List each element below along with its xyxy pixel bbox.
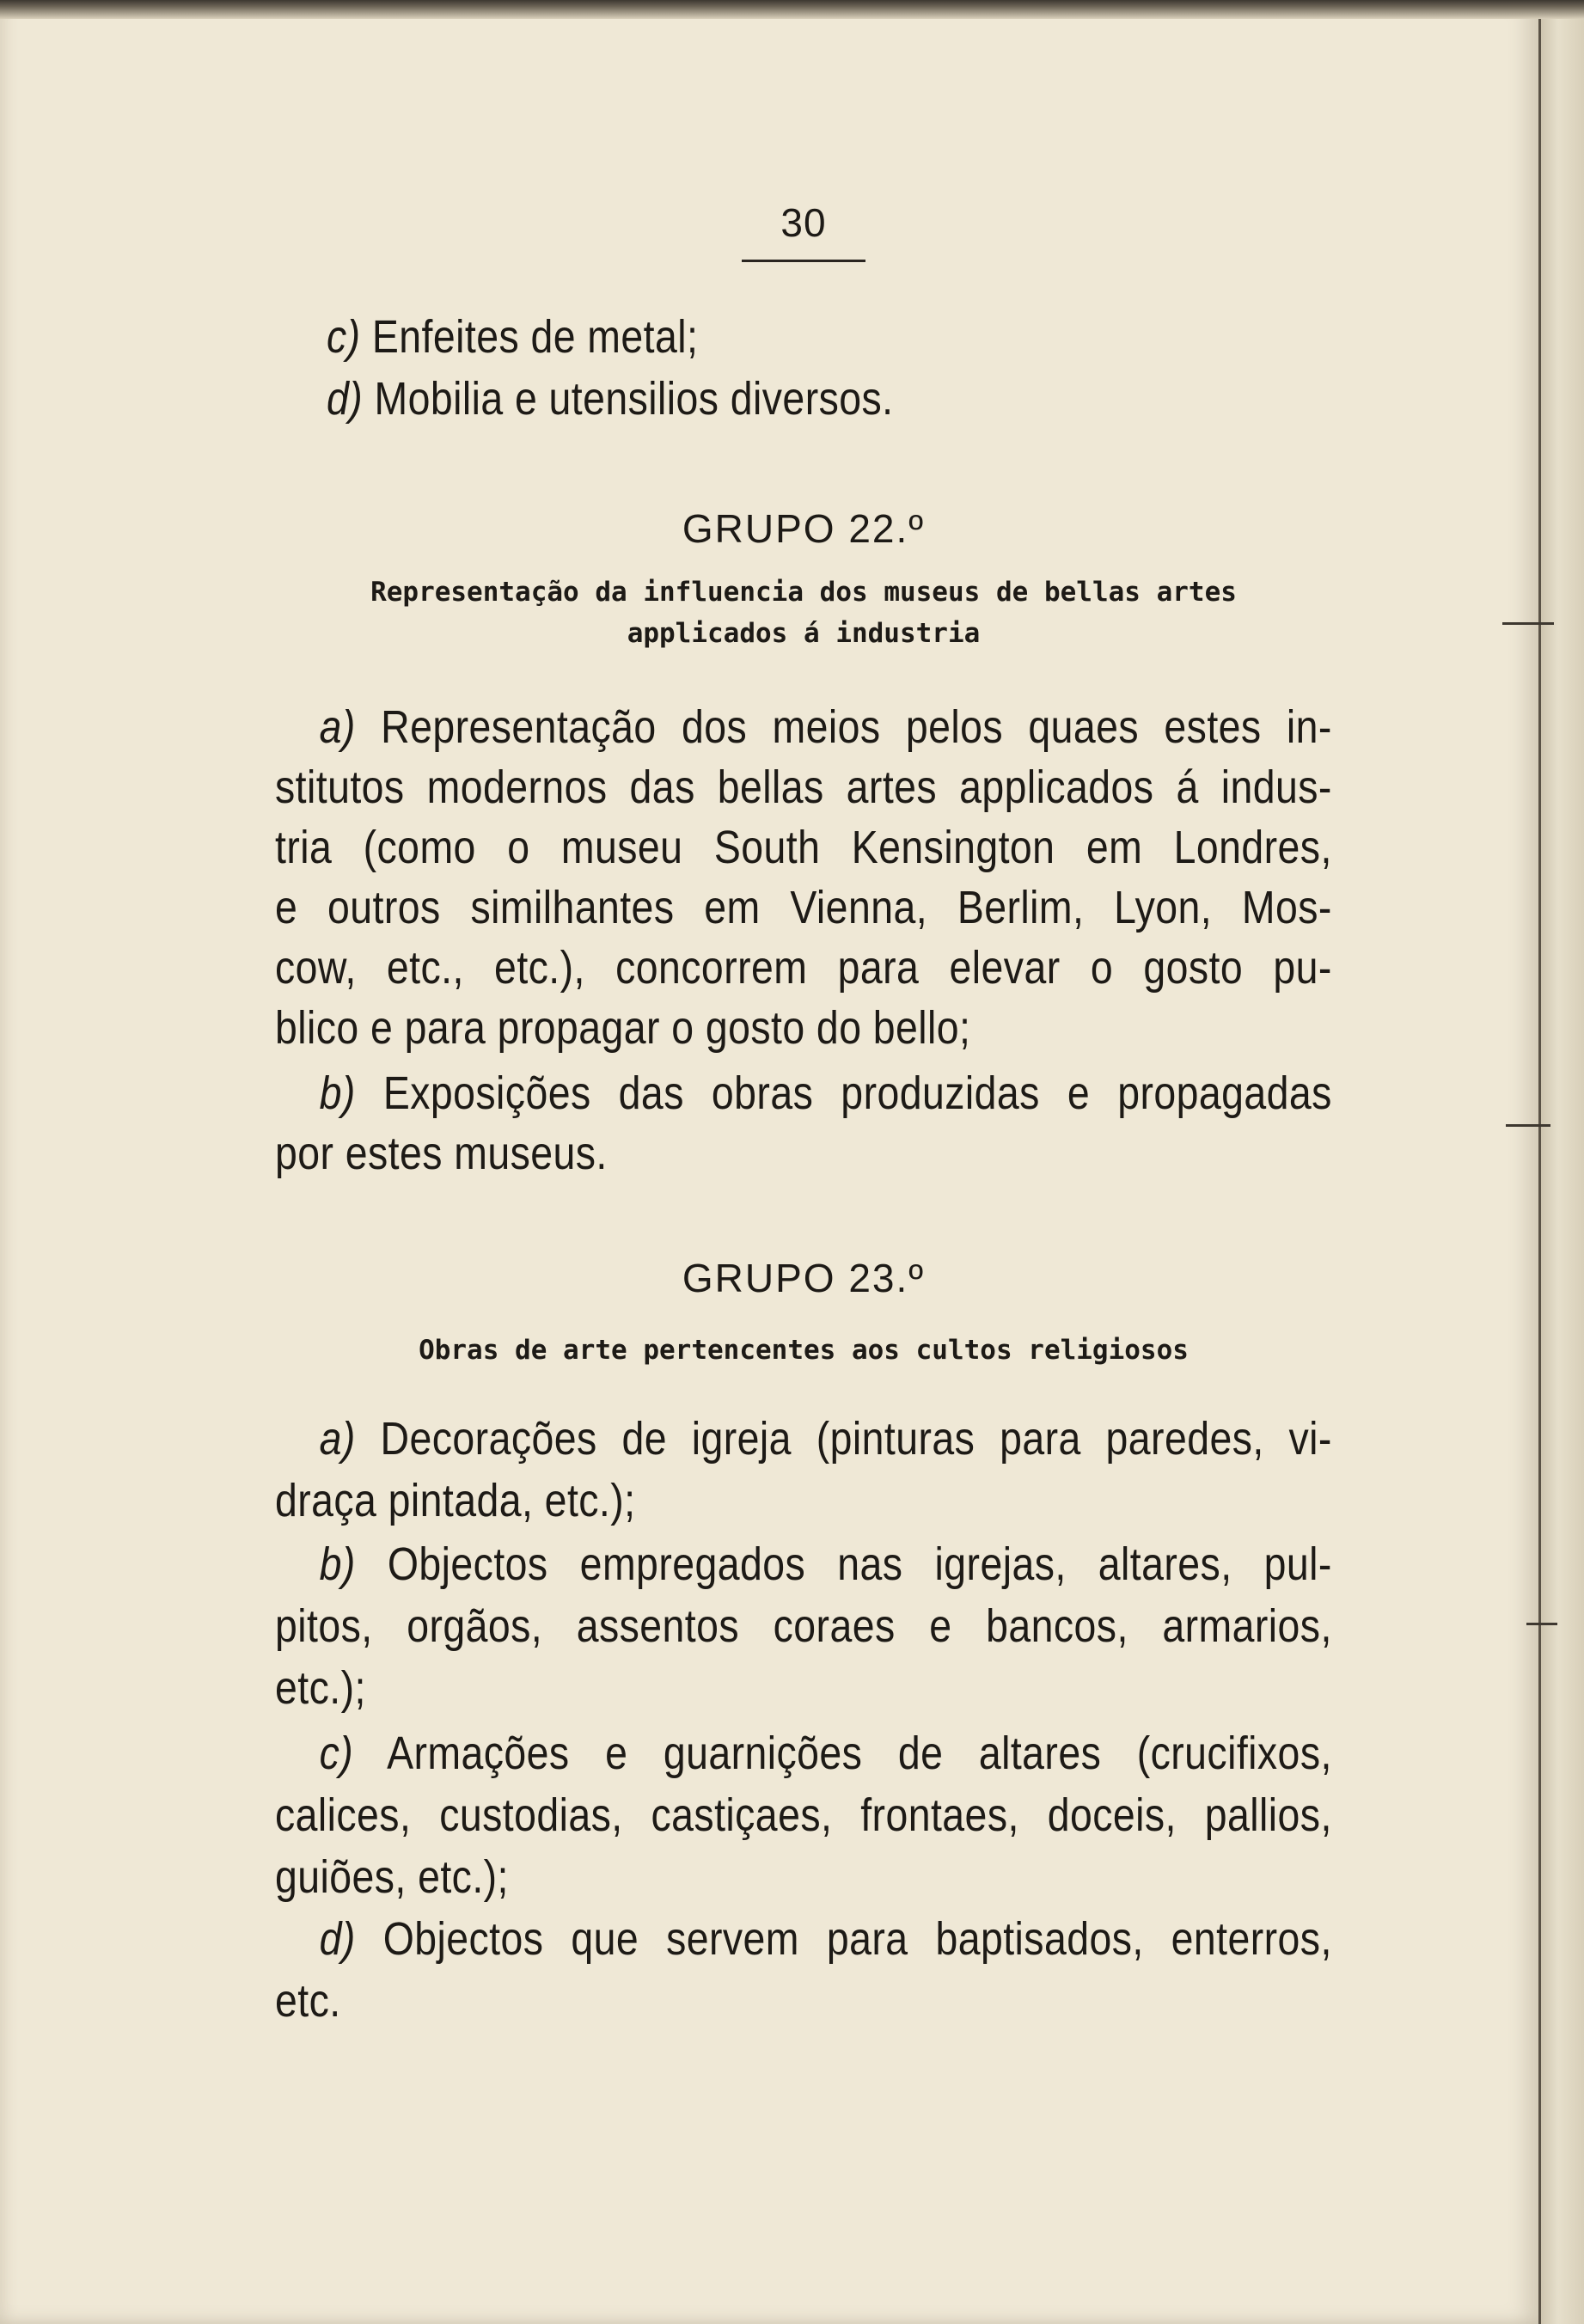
paragraph-line — [275, 1597, 1332, 1655]
paragraph-line — [275, 1848, 1184, 1906]
paragraph-line — [275, 1972, 1184, 2030]
line-text: Decorações de igreja (pinturas para paredes, vi- — [355, 1413, 1332, 1465]
list-item — [327, 370, 1236, 428]
item-marker: c) — [327, 311, 361, 363]
list-item — [327, 308, 1236, 366]
paragraph-line — [275, 1064, 1332, 1122]
line-text: Armações e guarnições de altares (crucifixos, — [353, 1728, 1332, 1779]
page-stack-edge — [1541, 19, 1584, 2324]
page-number-rule — [742, 260, 865, 262]
page-edge-mark — [1502, 622, 1554, 625]
line-text: tria (como o museu South Kensington em Londres, — [275, 822, 1332, 873]
page-number: 30 — [780, 200, 827, 245]
paragraph-line — [275, 1659, 1184, 1717]
item-marker: d) — [327, 373, 364, 425]
paragraph-line — [275, 818, 1332, 877]
group-22-title: GRUPO 22.º — [682, 506, 926, 551]
line-text: stitutos modernos das bellas artes applicados á indus- — [275, 761, 1332, 813]
item-marker: c) — [319, 1728, 354, 1779]
item-marker: a) — [319, 701, 356, 753]
item-marker: b) — [319, 1067, 356, 1119]
page-top-edge — [0, 0, 1584, 19]
line-text: por estes museus. — [275, 1128, 608, 1179]
line-text: calices, custodias, castiçaes, frontaes, doceis, pallios, — [275, 1789, 1332, 1841]
group-22-subtitle-line: Representação da influencia dos museus de bellas artes — [370, 577, 1237, 608]
group-23-title: GRUPO 23.º — [682, 1256, 926, 1300]
line-text: draça pintada, etc.); — [275, 1475, 636, 1526]
line-text: e outros similhantes em Vienna, Berlim, Lyon, Mos- — [275, 882, 1332, 933]
page-edge-mark — [1506, 1124, 1550, 1127]
paragraph-line — [275, 1410, 1332, 1468]
group-23-subtitle-line: Obras de arte pertencentes aos cultos religiosos — [419, 1335, 1189, 1366]
group-22-subtitle-line: applicados á industria — [627, 618, 981, 649]
paragraph-line — [275, 1471, 1184, 1530]
paragraph-line — [275, 1786, 1332, 1844]
line-text: Objectos que servem para baptisados, enterros, — [355, 1913, 1332, 1965]
line-text: blico e para propagar o gosto do bello; — [275, 1002, 971, 1054]
item-text: Enfeites de metal; — [360, 311, 699, 363]
paragraph-line — [275, 758, 1332, 816]
paragraph-line — [275, 1910, 1332, 1968]
line-text: etc.); — [275, 1662, 366, 1714]
line-text: Exposições das obras produzidas e propagadas — [355, 1067, 1332, 1119]
paragraph-line — [275, 939, 1332, 997]
paragraph-line — [275, 1124, 1184, 1183]
item-text: Mobilia e utensilios diversos. — [363, 373, 894, 425]
item-marker: d) — [319, 1913, 356, 1965]
line-text: Objectos empregados nas igrejas, altares, pul- — [355, 1538, 1332, 1590]
line-text: cow, etc., etc.), concorrem para elevar o gosto pu- — [275, 942, 1332, 994]
item-marker: a) — [319, 1413, 356, 1465]
line-text: guiões, etc.); — [275, 1851, 509, 1903]
paragraph-line — [275, 1724, 1332, 1783]
line-text: etc. — [275, 1975, 341, 2027]
line-text: Representação dos meios pelos quaes estes in- — [355, 701, 1332, 753]
paragraph-line — [275, 1535, 1332, 1593]
paragraph-line — [275, 698, 1332, 756]
line-text: pitos, orgãos, assentos coraes e bancos, armarios, — [275, 1600, 1332, 1652]
page-edge-mark — [1526, 1623, 1557, 1625]
item-marker: b) — [319, 1538, 356, 1590]
paragraph-line — [275, 878, 1332, 937]
paragraph-line — [275, 999, 1184, 1057]
